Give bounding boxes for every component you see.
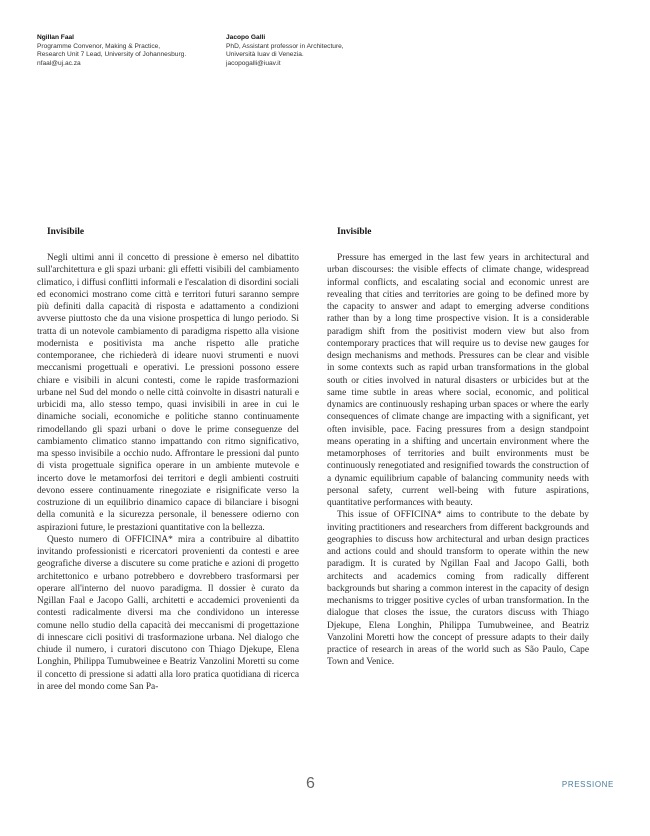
author-email[interactable]: jacopogalli@iuav.it [226, 59, 281, 67]
section-label: PRESSIONE [561, 780, 614, 789]
author-faal [37, 34, 217, 68]
page-number: 6 [306, 775, 315, 792]
italian-column [37, 226, 299, 693]
author-galli [226, 34, 426, 68]
english-paragraph-2: This issue of OFFICINA* aims to contribute to the debate by inviting practitioners and researchers from different backgrounds and geographies to discuss how architectural and urban design practices and actions could and should transform to operate within the new paradigm. It is curated by Ngillan Faal and Jacopo Galli, both architects and academics coming from radically different backgrounds but sharing a common interest in the capacity of design mechanisms to trigger positive cycles of urban transformation. In the dialogue that closes the issue, the curators discuss with Thiago Djekupe, Elena Longhin, Philippa Tumubweinee, and Beatriz Vanzolini Moretti how the concept of pressure adapts to their daily practice of research in areas of the world such as São Paulo, Cape Town and Venice. [327, 510, 589, 668]
author-role-line: PhD, Assistant professor in Architecture, [226, 42, 344, 50]
author-role-line: Programme Convenor, Making & Practice, [37, 42, 161, 50]
english-paragraph-1: Pressure has emerged in the last few years in architectural and urban discourses: the visible effects of climate change, widespread informal conflicts, and escalating social and economic unrest are revealing that cities and territories are going to be defined more by the capacity to answer and adapt to emerging adverse conditions rather than by a long time prospective vision. It is a considerable paradigm shift from the positivist modern view but also from contemporary practices that will require us to devise new gauges for design mechanisms and methods. Pressures can be clear and visible in some contexts such as rapid urban transformations in the global south or cities involved in natural disasters or urbicides but at the same time subtle in areas where social, economic, and political dynamics are continuously reshaping urban spaces or where the early consequences of climate change are impacting with a significant, yet often invisible, pace. Facing pressures from a design standpoint means operating in a shifting and uncertain environment where the metamorphoses of territories and built environments must be continuously renegotiated and resignified towards the construction of a dynamic equilibrium capable of balancing community needs with personal safety, current well-being with future aspirations, quantitative performances with beauty. [327, 253, 589, 508]
italian-paragraph-2: Questo numero di OFFICINA* mira a contribuire al dibattito invitando professionisti e ricercatori provenienti da contesti e aree geografiche diverse a discutere su come pratiche e azioni di progetto architettonico e urbano potrebbero e dovrebbero trasformarsi per operare all'interno del nuovo paradigma. Il dossier è curato da Ngillan Faal e Jacopo Galli, architetti e accademici provenienti da contesti radicalmente diversi ma che condividono un interesse comune nello studio della capacità dei meccanismi di progettazione di innescare cicli positivi di trasformazione urbana. Nel dialogo che chiude il numero, i curatori discutono con Thiago Djekupe, Elena Longhin, Philippa Tumubweinee e Beatriz Vanzolini Moretti su come il concetto di pressione si adatti alla loro pratica quotidiana di ricerca in aree del mondo come San Pa- [37, 534, 299, 692]
author-role-line: Research Unit 7 Lead, University of Johannesburg. [37, 51, 187, 59]
author-name: Ngillan Faal [37, 34, 75, 41]
author-email[interactable]: nfaal@uj.ac.za [37, 59, 81, 67]
italian-title: Invisibile [47, 227, 84, 237]
author-name: Jacopo Galli [226, 34, 266, 41]
italian-paragraph-1: Negli ultimi anni il concetto di pressione è emerso nel dibattito sull'architettura e gli spazi urbani: gli effetti visibili del cambiamento climatico, i diffusi conflitti informali e l'escalation di disordini sociali ed economici mostrano come città e territori futuri saranno sempre più definiti dalla capacità di risposta e adattamento a condizioni avverse piuttosto che da una visione prospettica di lungo periodo. Si tratta di un notevole cambiamento di paradigma rispetto alla visione modernista e positivista ma anche rispetto alle pratiche contemporanee, che richiederà di ideare nuovi strumenti e nuovi meccanismi progettuali e operativi. Le pressioni possono essere chiare e visibili in alcuni contesti, come le rapide trasformazioni urbane nel Sud del mondo o nelle città coinvolte in disastri naturali e urbicidi ma, allo stesso tempo, quasi invisibili in aree in cui le dinamiche sociali, economiche e politiche stanno continuamente rimodellando gli spazi urbani o dove le prime conseguenze del cambiamento climatico stanno impattando con ritmo significativo, ma spesso invisibile a occhio nudo. Affrontare le pressioni dal punto di vista progettuale significa operare in un ambiente mutevole e incerto dove le metamorfosi dei territori e degli ambienti costruiti devono essere continuamente rinegoziate e risignificate verso la costruzione di un equilibrio dinamico capace di bilanciare i bisogni della comunità e la sicurezza personale, il benessere odierno con aspirazioni future, le prestazioni quantitative con la bellezza. [37, 253, 299, 533]
english-column [327, 226, 589, 669]
author-role-line: Università Iuav di Venezia. [226, 51, 304, 59]
english-title: Invisible [337, 227, 372, 237]
